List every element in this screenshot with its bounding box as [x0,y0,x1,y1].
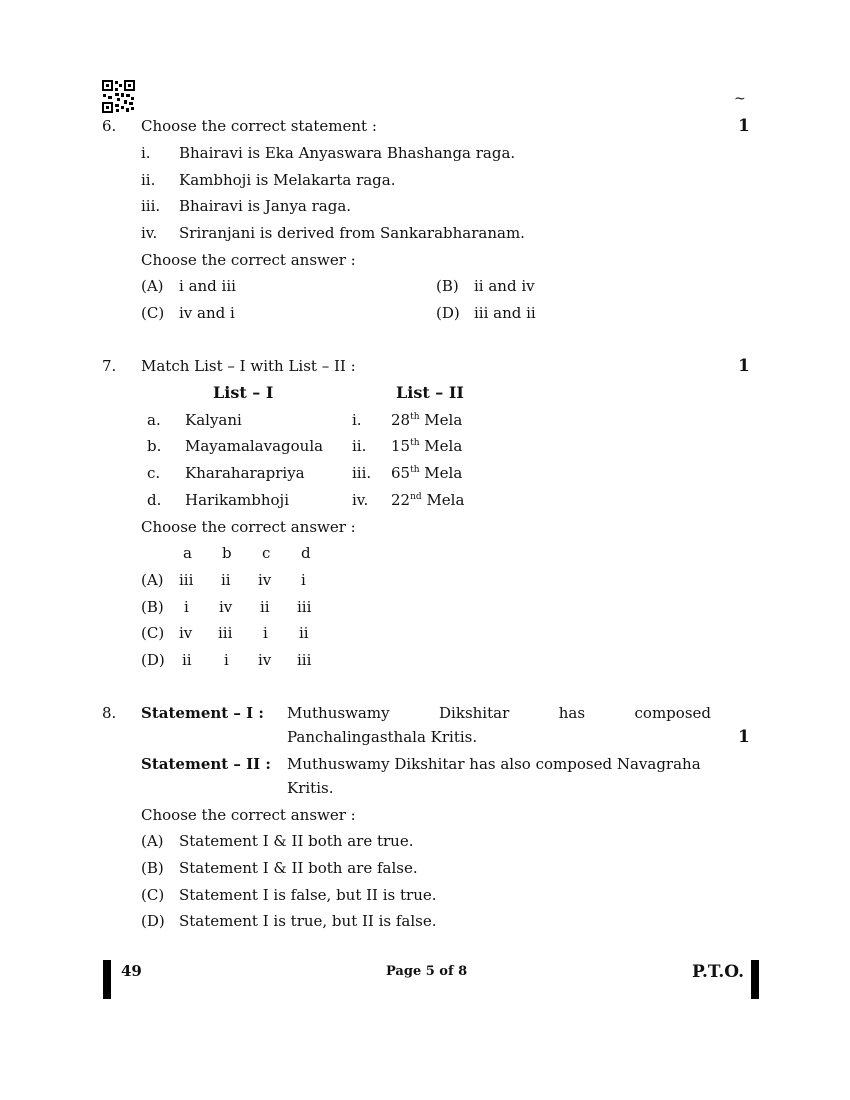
q6-statement-num: iv. [141,224,158,242]
corner-mark: ~ [734,91,746,107]
q8-option-text: Statement I is false, but II is true. [179,886,437,904]
answer-col-header: a [183,544,192,562]
statement-1-word: composed [634,704,711,722]
q7-number: 7. [102,357,117,375]
q7-option-cell: i [184,598,189,616]
q7-option-cell: ii [260,598,270,616]
q6-marks: 1 [738,116,750,136]
q8-option-label: (C) [141,886,165,904]
q7-marks: 1 [738,356,750,376]
q6-number: 6. [102,117,117,135]
footer-bar-left [103,960,111,999]
statement-2-label: Statement – II : [141,755,271,773]
q7-option-label: (D) [141,651,165,669]
list2-item: 28th Mela [391,411,463,429]
q7-option-cell: ii [299,624,309,642]
q7-option-label: (B) [141,598,164,616]
q6-statement-num: i. [141,144,151,162]
q8-option-label: (D) [141,912,165,930]
q7-option-cell: i [301,571,306,589]
q6-statement-text: Kambhoji is Melakarta raga. [179,171,396,189]
q7-option-cell: iv [179,624,193,642]
list1-item: Mayamalavagoula [185,437,324,455]
q6-statement-text: Sriranjani is derived from Sankarabharanam. [179,224,525,242]
q7-option-cell: iv [258,651,272,669]
statement-2-line-1: Muthuswamy Dikshitar has also composed Navagraha [287,755,701,773]
list1-label: c. [147,464,161,482]
statement-1-label: Statement – I : [141,704,264,722]
q7-prompt: Match List – I with List – II : [141,357,356,375]
q6-option-text: iv and i [179,304,235,322]
q6-option-label: (A) [141,277,164,295]
q6-option-text: i and iii [179,277,236,295]
q6-option-text: ii and iv [474,277,535,295]
list2-item: 22nd Mela [391,491,465,509]
list1-label: d. [147,491,162,509]
q7-option-cell: i [224,651,229,669]
q7-option-cell: ii [221,571,231,589]
list1-item: Kalyani [185,411,242,429]
statement-2-line-2: Kritis. [287,779,334,797]
footer-pto: P.T.O. [692,962,744,982]
list2-label: ii. [352,437,367,455]
q8-option-text: Statement I & II both are true. [179,832,414,850]
answer-col-header: c [262,544,271,562]
q8-option-label: (A) [141,832,164,850]
q8-option-label: (B) [141,859,164,877]
list1-heading: List – I [213,383,274,402]
q7-option-cell: ii [182,651,192,669]
list1-label: b. [147,437,162,455]
footer-code: 49 [121,962,142,980]
q6-option-text: iii and ii [474,304,536,322]
q8-option-text: Statement I & II both are false. [179,859,418,877]
q7-option-label: (C) [141,624,165,642]
statement-1-word: has [558,704,586,722]
list1-item: Harikambhoji [185,491,289,509]
q7-option-cell: iii [297,598,312,616]
statement-1-word: Muthuswamy [287,704,390,722]
statement-1-line-2: Panchalingasthala Kritis. [287,728,478,746]
list2-label: iv. [352,491,369,509]
q6-statement-text: Bhairavi is Janya raga. [179,197,352,215]
answer-col-header: b [222,544,232,562]
q7-option-cell: iii [218,624,233,642]
q6-option-label: (B) [436,277,459,295]
list1-label: a. [147,411,161,429]
statement-1-word: Dikshitar [439,704,510,722]
q6-statement-num: iii. [141,197,161,215]
list2-item: 65th Mela [391,464,463,482]
q6-statement-text: Bhairavi is Eka Anyaswara Bhashanga raga. [179,144,516,162]
q6-option-label: (D) [436,304,460,322]
list1-item: Kharaharapriya [185,464,305,482]
list2-heading: List – II [396,383,464,402]
q7-option-cell: i [263,624,268,642]
qr-code-icon [102,80,135,113]
q7-choose-text: Choose the correct answer : [141,518,356,536]
q7-option-cell: iii [179,571,194,589]
q7-option-cell: iii [297,651,312,669]
q7-option-cell: iv [258,571,272,589]
answer-col-header: d [301,544,311,562]
q6-option-label: (C) [141,304,165,322]
q7-option-label: (A) [141,571,164,589]
statement-1-line-1 [287,704,711,722]
q6-statement-num: ii. [141,171,156,189]
q8-number: 8. [102,704,117,722]
q8-option-text: Statement I is true, but II is false. [179,912,437,930]
footer-bar-right [751,960,759,999]
list2-item: 15th Mela [391,437,463,455]
q7-option-cell: iv [219,598,233,616]
list2-label: iii. [352,464,372,482]
q6-prompt: Choose the correct statement : [141,117,377,135]
list2-label: i. [352,411,362,429]
q8-marks: 1 [738,727,750,747]
footer-page-number: Page 5 of 8 [386,964,468,979]
q6-choose-text: Choose the correct answer : [141,251,356,269]
q8-choose-text: Choose the correct answer : [141,806,356,824]
